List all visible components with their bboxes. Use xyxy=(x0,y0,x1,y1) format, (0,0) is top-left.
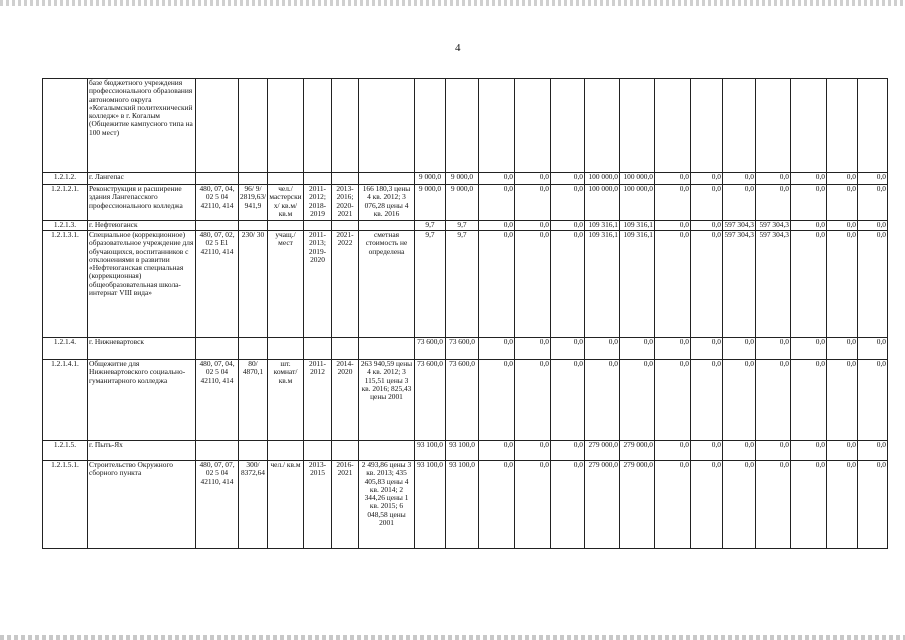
row-value-14 xyxy=(858,79,888,173)
table-row xyxy=(43,79,888,173)
row-address: 480, 07, 07, 02 5 04 42110, 414 xyxy=(196,461,239,549)
row-value-3: 0,0 xyxy=(479,173,515,185)
row-cost: 166 180,3 цены 4 кв. 2012; 3 076,28 цены 4 кв. 2016 xyxy=(359,185,415,221)
row-value-2: 9 000,0 xyxy=(446,185,479,221)
row-finance-period xyxy=(332,173,359,185)
row-unit: чел./ мастерски х/ кв.м/ кв.м xyxy=(268,185,304,221)
row-value-4: 0,0 xyxy=(515,173,551,185)
row-value-14: 0,0 xyxy=(858,221,888,231)
row-value-1 xyxy=(415,79,446,173)
row-capacity xyxy=(239,441,268,461)
row-value-1: 93 100,0 xyxy=(415,461,446,549)
row-value-4: 0,0 xyxy=(515,185,551,221)
row-finance-period: 2013-2016; 2020-2021 xyxy=(332,185,359,221)
row-name: базе бюджетного учреждения профессионального образования автономного округа «Когалымский политехнический колледж» в г. Когалым (Общежитие кампусного типа на 100 мест) xyxy=(88,79,196,173)
row-value-1: 73 600,0 xyxy=(415,360,446,441)
row-value-7: 109 316,1 xyxy=(620,231,655,338)
row-value-10: 0,0 xyxy=(723,461,756,549)
row-value-11: 0,0 xyxy=(756,185,791,221)
row-name: г. Пыть-Ях xyxy=(88,441,196,461)
row-value-4: 0,0 xyxy=(515,338,551,360)
row-value-13: 0,0 xyxy=(827,461,858,549)
row-value-14: 0,0 xyxy=(858,173,888,185)
row-build-period: 2011-2013; 2019-2020 xyxy=(304,231,332,338)
row-value-10: 0,0 xyxy=(723,185,756,221)
row-value-10: 0,0 xyxy=(723,360,756,441)
row-unit xyxy=(268,338,304,360)
row-value-1: 9 000,0 xyxy=(415,185,446,221)
row-value-13: 0,0 xyxy=(827,360,858,441)
row-value-4: 0,0 xyxy=(515,360,551,441)
row-capacity: 80/ 4870,1 xyxy=(239,360,268,441)
row-value-9: 0,0 xyxy=(691,441,723,461)
row-cost: сметная стоимость не определена xyxy=(359,231,415,338)
row-value-8: 0,0 xyxy=(655,185,691,221)
row-value-3: 0,0 xyxy=(479,231,515,338)
row-finance-period: 2014-2020 xyxy=(332,360,359,441)
row-value-5 xyxy=(551,79,585,173)
page-number: 4 xyxy=(455,42,461,54)
row-value-9: 0,0 xyxy=(691,461,723,549)
row-value-10 xyxy=(723,79,756,173)
table-row xyxy=(43,441,888,461)
table-row xyxy=(43,360,888,441)
row-value-6: 109 316,1 xyxy=(585,231,620,338)
row-value-12: 0,0 xyxy=(791,185,827,221)
row-value-14: 0,0 xyxy=(858,231,888,338)
row-capacity: 300/ 8372,64 xyxy=(239,461,268,549)
row-value-7: 279 000,0 xyxy=(620,461,655,549)
row-value-4: 0,0 xyxy=(515,221,551,231)
row-build-period xyxy=(304,441,332,461)
row-name: Общежитие для Нижневартовского социально-гуманитарного колледжа xyxy=(88,360,196,441)
row-value-14: 0,0 xyxy=(858,461,888,549)
row-build-period xyxy=(304,79,332,173)
row-build-period xyxy=(304,338,332,360)
row-build-period: 2013-2015 xyxy=(304,461,332,549)
row-value-7: 0,0 xyxy=(620,338,655,360)
row-value-6: 0,0 xyxy=(585,360,620,441)
row-address: 480, 07, 04, 02 5 04 42110, 414 xyxy=(196,185,239,221)
row-value-7: 100 000,0 xyxy=(620,173,655,185)
row-value-3: 0,0 xyxy=(479,185,515,221)
row-value-3: 0,0 xyxy=(479,441,515,461)
row-value-3: 0,0 xyxy=(479,461,515,549)
row-value-8: 0,0 xyxy=(655,360,691,441)
row-value-14: 0,0 xyxy=(858,338,888,360)
row-value-13: 0,0 xyxy=(827,231,858,338)
row-value-14: 0,0 xyxy=(858,441,888,461)
row-name: г. Нефтеюганск xyxy=(88,221,196,231)
row-value-2: 73 600,0 xyxy=(446,360,479,441)
row-value-12: 0,0 xyxy=(791,173,827,185)
row-finance-period xyxy=(332,79,359,173)
row-unit xyxy=(268,173,304,185)
row-address xyxy=(196,79,239,173)
row-value-11: 0,0 xyxy=(756,441,791,461)
row-value-6: 100 000,0 xyxy=(585,173,620,185)
row-value-9: 0,0 xyxy=(691,221,723,231)
row-name: Реконструкция и расширение здания Лангепасского профессионального колледжа xyxy=(88,185,196,221)
row-value-10: 0,0 xyxy=(723,338,756,360)
row-value-13: 0,0 xyxy=(827,338,858,360)
row-value-4: 0,0 xyxy=(515,441,551,461)
row-value-4: 0,0 xyxy=(515,461,551,549)
row-value-11: 597 304,3 xyxy=(756,221,791,231)
row-value-14: 0,0 xyxy=(858,185,888,221)
row-value-8 xyxy=(655,79,691,173)
row-value-6: 0,0 xyxy=(585,338,620,360)
row-address xyxy=(196,173,239,185)
row-value-5: 0,0 xyxy=(551,461,585,549)
row-value-2: 9,7 xyxy=(446,231,479,338)
row-name: г. Нижневартовск xyxy=(88,338,196,360)
row-value-10: 0,0 xyxy=(723,173,756,185)
row-value-3: 0,0 xyxy=(479,338,515,360)
row-value-11 xyxy=(756,79,791,173)
table-row xyxy=(43,461,888,549)
row-value-7: 109 316,1 xyxy=(620,221,655,231)
row-value-8: 0,0 xyxy=(655,173,691,185)
row-name: Строительство Окружного сборного пункта xyxy=(88,461,196,549)
row-unit: шт. комнат/ кв.м xyxy=(268,360,304,441)
row-value-4 xyxy=(515,79,551,173)
row-value-14: 0,0 xyxy=(858,360,888,441)
row-code: 1.2.1.2. xyxy=(43,173,88,185)
row-value-5: 0,0 xyxy=(551,338,585,360)
row-value-12: 0,0 xyxy=(791,441,827,461)
row-value-12: 0,0 xyxy=(791,231,827,338)
row-value-1: 9,7 xyxy=(415,221,446,231)
row-address xyxy=(196,221,239,231)
row-value-13: 0,0 xyxy=(827,173,858,185)
table-row xyxy=(43,185,888,221)
row-unit: чел./ кв.м xyxy=(268,461,304,549)
row-capacity xyxy=(239,79,268,173)
row-value-2: 9,7 xyxy=(446,221,479,231)
row-address xyxy=(196,441,239,461)
row-code: 1.2.1.4.1. xyxy=(43,360,88,441)
row-capacity xyxy=(239,338,268,360)
row-value-2 xyxy=(446,79,479,173)
row-finance-period xyxy=(332,338,359,360)
row-value-8: 0,0 xyxy=(655,231,691,338)
row-value-9: 0,0 xyxy=(691,185,723,221)
row-code: 1.2.1.4. xyxy=(43,338,88,360)
row-finance-period xyxy=(332,441,359,461)
row-finance-period xyxy=(332,221,359,231)
row-value-1: 9 000,0 xyxy=(415,173,446,185)
row-unit xyxy=(268,221,304,231)
row-value-8: 0,0 xyxy=(655,461,691,549)
table-row xyxy=(43,173,888,185)
row-value-11: 0,0 xyxy=(756,173,791,185)
row-cost xyxy=(359,221,415,231)
row-code: 1.2.1.5.1. xyxy=(43,461,88,549)
row-value-9: 0,0 xyxy=(691,173,723,185)
table-row xyxy=(43,231,888,338)
row-value-11: 0,0 xyxy=(756,338,791,360)
row-address: 480, 07, 02, 02 5 Е1 42110, 414 xyxy=(196,231,239,338)
row-value-13: 0,0 xyxy=(827,221,858,231)
row-finance-period: 2021-2022 xyxy=(332,231,359,338)
row-value-12: 0,0 xyxy=(791,221,827,231)
row-value-7 xyxy=(620,79,655,173)
row-cost xyxy=(359,441,415,461)
row-value-8: 0,0 xyxy=(655,221,691,231)
row-value-6 xyxy=(585,79,620,173)
row-value-13 xyxy=(827,79,858,173)
row-value-8: 0,0 xyxy=(655,338,691,360)
row-value-2: 73 600,0 xyxy=(446,338,479,360)
scan-bottom-edge xyxy=(0,635,905,640)
row-value-5: 0,0 xyxy=(551,221,585,231)
row-build-period xyxy=(304,221,332,231)
row-build-period: 2011-2012 xyxy=(304,360,332,441)
row-capacity: 96/ 9/ 2819,63/ 941,9 xyxy=(239,185,268,221)
row-value-9: 0,0 xyxy=(691,231,723,338)
row-value-3 xyxy=(479,79,515,173)
row-value-9: 0,0 xyxy=(691,360,723,441)
row-value-5: 0,0 xyxy=(551,360,585,441)
row-value-12: 0,0 xyxy=(791,360,827,441)
row-value-10: 597 304,3 xyxy=(723,231,756,338)
row-build-period xyxy=(304,173,332,185)
row-value-12: 0,0 xyxy=(791,338,827,360)
row-value-11: 597 304,3 xyxy=(756,231,791,338)
row-name: Специальное (коррекционное) образовательное учреждение для обучающихся, воспитанников с отклонениями в развитии «Нефтеюганская специальная (коррекционная) общеобразовательная школа-интернат VIII вида» xyxy=(88,231,196,338)
row-cost xyxy=(359,173,415,185)
row-code: 1.2.1.2.1. xyxy=(43,185,88,221)
row-value-9: 0,0 xyxy=(691,338,723,360)
row-cost xyxy=(359,79,415,173)
row-value-12: 0,0 xyxy=(791,461,827,549)
row-value-5: 0,0 xyxy=(551,231,585,338)
row-value-2: 93 100,0 xyxy=(446,441,479,461)
row-code: 1.2.1.5. xyxy=(43,441,88,461)
row-value-1: 9,7 xyxy=(415,231,446,338)
row-value-10: 597 304,3 xyxy=(724,220,754,229)
row-value-13: 0,0 xyxy=(827,185,858,221)
row-code xyxy=(43,79,88,173)
investment-table xyxy=(42,78,888,549)
row-name: г. Лангепас xyxy=(88,173,196,185)
row-value-2: 93 100,0 xyxy=(446,461,479,549)
row-value-5: 0,0 xyxy=(551,185,585,221)
row-value-10: 0,0 xyxy=(723,441,756,461)
row-value-7: 279 000,0 xyxy=(620,441,655,461)
row-address xyxy=(196,338,239,360)
table-body xyxy=(43,79,888,549)
scan-top-edge xyxy=(0,0,905,6)
row-capacity xyxy=(239,173,268,185)
row-value-7: 0,0 xyxy=(620,360,655,441)
row-address: 480, 07, 04, 02 5 04 42110, 414 xyxy=(196,360,239,441)
row-cost: 263 940,59 цены 4 кв. 2012; 3 115,51 цены 3 кв. 2016; 825,43 цены 2001 xyxy=(359,360,415,441)
row-value-2: 9 000,0 xyxy=(446,173,479,185)
row-code: 1.2.1.3. xyxy=(43,221,88,231)
row-capacity: 230/ 30 xyxy=(239,231,268,338)
row-build-period: 2011-2012; 2018-2019 xyxy=(304,185,332,221)
row-value-9 xyxy=(691,79,723,173)
row-value-6: 279 000,0 xyxy=(585,461,620,549)
row-value-3: 0,0 xyxy=(479,360,515,441)
row-value-5: 0,0 xyxy=(551,441,585,461)
row-unit: учащ./ мест xyxy=(268,231,304,338)
row-value-1: 73 600,0 xyxy=(415,338,446,360)
row-value-13: 0,0 xyxy=(827,441,858,461)
row-cost xyxy=(359,338,415,360)
row-unit xyxy=(268,441,304,461)
row-cost: 2 493,86 цены 3 кв. 2013; 435 405,83 цены 4 кв. 2014; 2 344,26 цены 1 кв. 2015; 6 048,58 цены 2001 xyxy=(359,461,415,549)
row-unit xyxy=(268,79,304,173)
row-code: 1.2.1.3.1. xyxy=(43,231,88,338)
row-value-6: 109 316,1 xyxy=(585,221,620,231)
row-value-6: 100 000,0 xyxy=(585,185,620,221)
row-value-11: 0,0 xyxy=(756,360,791,441)
row-finance-period: 2016-2021 xyxy=(332,461,359,549)
row-value-7: 100 000,0 xyxy=(620,185,655,221)
row-capacity xyxy=(239,221,268,231)
row-value-11: 0,0 xyxy=(756,461,791,549)
row-value-1: 93 100,0 xyxy=(415,441,446,461)
row-value-5: 0,0 xyxy=(551,173,585,185)
row-value-12 xyxy=(791,79,827,173)
row-value-4: 0,0 xyxy=(515,231,551,338)
row-value-3: 0,0 xyxy=(479,221,515,231)
table-row xyxy=(43,338,888,360)
row-value-8: 0,0 xyxy=(655,441,691,461)
row-value-6: 279 000,0 xyxy=(585,441,620,461)
table-row xyxy=(43,221,888,231)
